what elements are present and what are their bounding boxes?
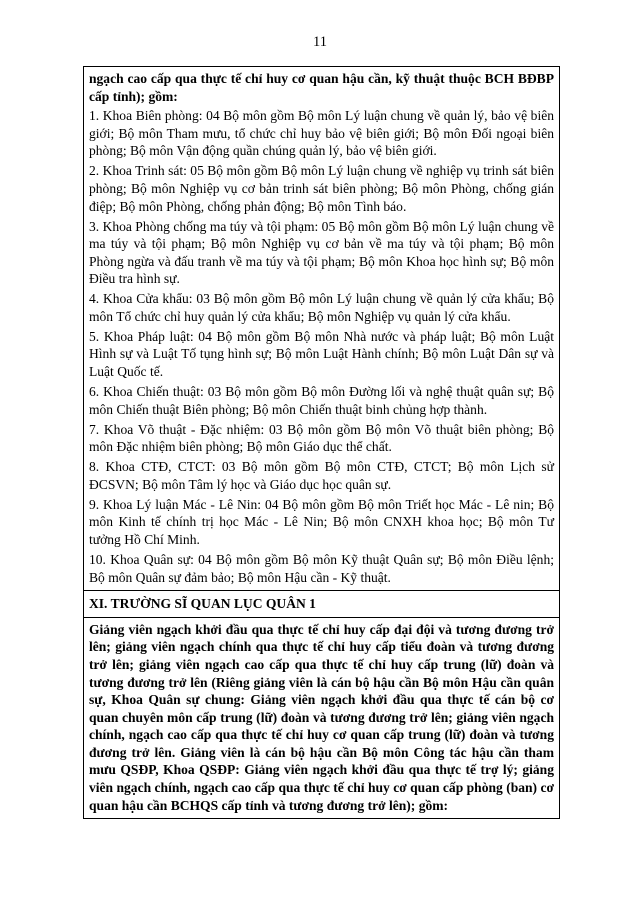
- section-intro: Giảng viên ngạch khởi đầu qua thực tế chỉ huy cấp đại đội và tương đương trở lên; giảng viên ngạch chính qua thực tế chỉ huy cấp tiểu đoàn và tương đương trở lên; giảng viên ngạch cao cấp qua thực tế chỉ huy cấp trung (lữ) đoàn và tương đương trở lên (Riêng giảng viên là cán bộ hậu cần Bộ môn Hậu cần quân sự, Khoa Quân sự chung: Giảng viên ngạch khởi đầu qua thực tế cán bộ cơ quan chuyên môn cấp trung (lữ) đoàn và tương đương trở lên; giảng viên ngạch chính, ngạch cao cấp qua thực tế chỉ huy cơ quan cấp trung (lữ) đoàn và tương đương trở lên. Giảng viên là cán bộ hậu cần Bộ môn Công tác hậu cần tham mưu QSĐP, Khoa QSĐP: Giảng viên ngạch khởi đầu qua thực tế trợ lý; giảng viên ngạch chính, ngạch cao cấp qua thực tế chỉ huy cơ quan cấp phòng (ban) cơ quan hậu cần BCHQS cấp tỉnh và tương đương trở lên); gồm:: [84, 617, 559, 819]
- faculty-item-9: 9. Khoa Lý luận Mác - Lê Nin: 04 Bộ môn gồm Bộ môn Triết học Mác - Lê nin; Bộ môn Kinh tế chính trị học Mác - Lê Nin; Bộ môn CNXH khoa học; Bộ môn Tư tưởng Hồ Chí Minh.: [89, 496, 554, 547]
- page-number: 11: [313, 34, 327, 50]
- faculty-item-4: 4. Khoa Cửa khẩu: 03 Bộ môn gồm Bộ môn Lý luận chung về quản lý cửa khẩu; Bộ môn Tổ chức chỉ huy quản lý cửa khẩu; Bộ môn Nghiệp vụ quản lý cửa khẩu.: [89, 291, 554, 324]
- faculty-list-cell: [84, 67, 559, 590]
- faculty-item-10: 10. Khoa Quân sự: 04 Bộ môn gồm Bộ môn Kỹ thuật Quân sự; Bộ môn Điều lệnh; Bộ môn Quân sự đảm bảo; Bộ môn Hậu cần - Kỹ thuật.: [89, 551, 554, 585]
- faculty-item-5: 5. Khoa Pháp luật: 04 Bộ môn gồm Bộ môn Nhà nước và pháp luật; Bộ môn Luật Hình sự và Luật Tố tụng hình sự; Bộ môn Luật Hành chính; Bộ môn Luật Dân sự và Luật Quốc tế.: [89, 328, 554, 380]
- faculty-item-8: 8. Khoa CTĐ, CTCT: 03 Bộ môn gồm Bộ môn CTĐ, CTCT; Bộ môn Lịch sử ĐCSVN; Bộ môn Tâm lý học và Giáo dục học quân sự.: [89, 459, 554, 492]
- faculty-item-3: 3. Khoa Phòng chống ma túy và tội phạm: 05 Bộ môn gồm Bộ môn Lý luận chung về ma túy và tội phạm; Bộ môn Nghiệp vụ cơ bản về ma túy và tội phạm; Bộ môn Phòng ngừa và đấu tranh về ma túy và tội phạm; Bộ môn Khoa học hình sự; Bộ môn Điều tra hình sự.: [89, 218, 554, 287]
- section-heading: XI. TRƯỜNG SĨ QUAN LỤC QUÂN 1: [84, 590, 559, 617]
- faculty-item-1: 1. Khoa Biên phòng: 04 Bộ môn gồm Bộ môn Lý luận chung về quản lý, bảo vệ biên giới; Bộ môn Tham mưu, tổ chức chỉ huy bảo vệ biên giới; Bộ môn Đối ngoại biên phòng; Bộ môn Vận động quần chúng quản lý, bảo vệ biên giới.: [89, 108, 554, 159]
- continuation-heading: ngạch cao cấp qua thực tế chỉ huy cơ quan hậu cần, kỹ thuật thuộc BCH BĐBP cấp tỉnh); gồm:: [89, 71, 554, 104]
- document-table: [83, 66, 560, 819]
- faculty-item-2: 2. Khoa Trinh sát: 05 Bộ môn gồm Bộ môn Lý luận chung về nghiệp vụ trinh sát biên phòng; Bộ môn Nghiệp vụ cơ bản trinh sát biên phòng; Bộ môn Phòng, chống gián điệp; Bộ môn Phòng, chống phản động; Bộ môn Tình báo.: [89, 163, 554, 214]
- faculty-item-6: 6. Khoa Chiến thuật: 03 Bộ môn gồm Bộ môn Đường lối và nghệ thuật quân sự; Bộ môn Chiến thuật Biên phòng; Bộ môn Chiến thuật binh chủng hợp thành.: [89, 384, 554, 417]
- faculty-item-7: 7. Khoa Võ thuật - Đặc nhiệm: 03 Bộ môn gồm Bộ môn Võ thuật biên phòng; Bộ môn Đặc nhiệm biên phòng; Bộ môn Giáo dục thể chất.: [89, 421, 554, 455]
